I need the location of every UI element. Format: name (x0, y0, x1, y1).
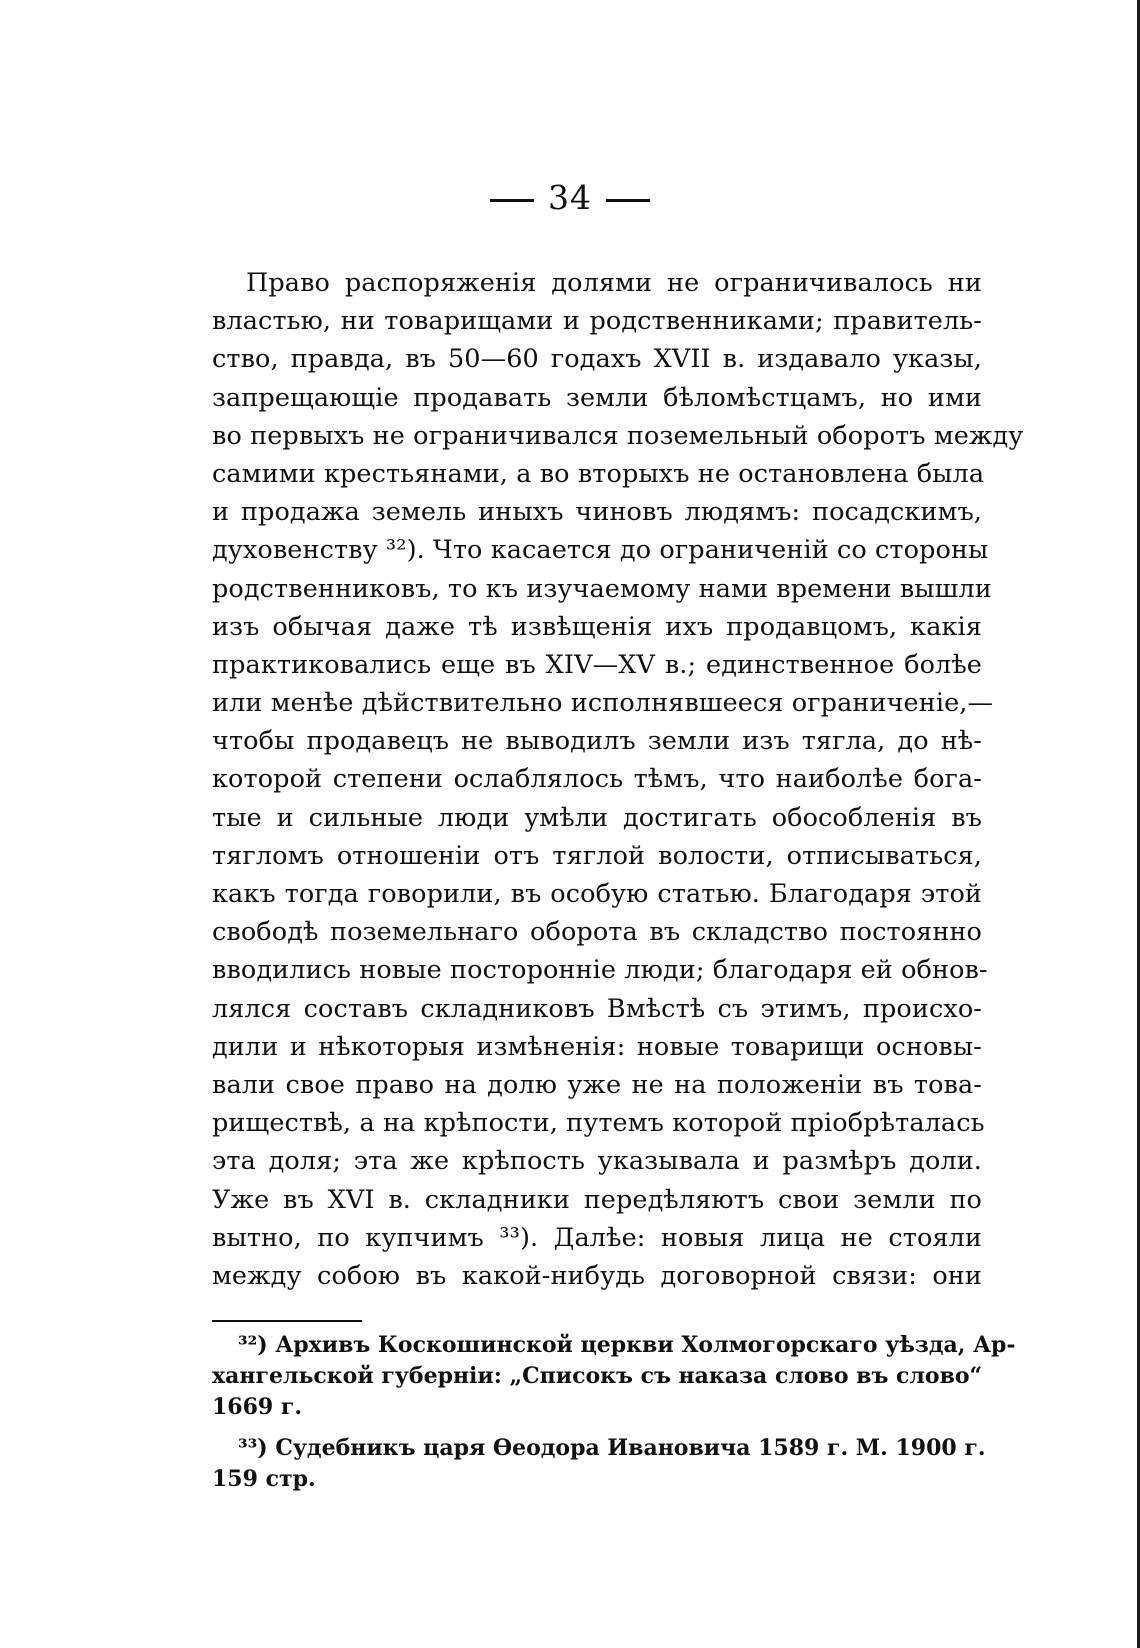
footnote-line: хангельской губерніи: „Списокъ съ наказа слово въ слово“ (212, 1363, 983, 1389)
text-line: тягломъ отношеніи отъ тяглой волости, отписываться, (212, 840, 982, 871)
main-text (212, 264, 1024, 1295)
text-line: родственниковъ, то къ изучаемому нами времени вышли (212, 573, 992, 604)
text-line: практиковались еще въ XIV—XV в.; единственное болѣе (212, 649, 982, 680)
text-line: какъ тогда говорили, въ особую статью. Благодаря этой (212, 879, 982, 909)
page-number-text: 34 (548, 178, 592, 217)
text-line: лялся составъ складниковъ Вмѣстѣ съ этимъ, происхо- (212, 993, 982, 1024)
text-line: которой степени ослаблялось тѣмъ, что наиболѣе бога- (212, 764, 982, 795)
footnote-line: ³³) Судебникъ царя Ѳеодора Ивановича 1589 г. М. 1900 г. (238, 1435, 986, 1461)
text-line: дили и нѣкоторыя измѣненія: новые товарищи основы- (212, 1031, 982, 1062)
text-line: изъ обычая даже тѣ извѣщенія ихъ продавцомъ, какія (212, 611, 982, 642)
text-line: во первыхъ не ограничивался поземельный оборотъ между (212, 420, 1024, 451)
footnote-gap (212, 1423, 982, 1433)
footnote-line: 159 стр. (212, 1466, 316, 1492)
text-line: запрещающіе продавать земли бѣломѣстцамъ, но ими (212, 382, 982, 413)
text-line: свободѣ поземельнаго оборота въ складство постоянно (212, 917, 982, 948)
text-line: вытно, по купчимъ ³³). Далѣе: новыя лица не стояли (212, 1222, 982, 1253)
footnotes (212, 1330, 1016, 1495)
dash-right (606, 199, 650, 202)
text-line: властью, ни товарищами и родственниками; правитель- (212, 306, 982, 337)
footnote-line: ³²) Архивъ Коскошинской церкви Холмогорскаго уѣзда, Ар- (238, 1332, 1016, 1358)
text-line: вали свое право на долю уже не на положеніи въ това- (212, 1069, 982, 1100)
text-line: тые и сильные люди умѣли достигать обособленія въ (212, 802, 982, 833)
text-line: эта доля; эта же крѣпость указывала и размѣръ доли. (212, 1146, 982, 1177)
text-line: ство, правда, въ 50—60 годахъ XVII в. издавало указы, (212, 344, 982, 375)
page-number (0, 178, 1140, 217)
footnote (212, 1330, 1016, 1423)
footnote-separator (212, 1320, 362, 1322)
text-line: самими крестьянами, а во вторыхъ не остановлена была (212, 458, 985, 489)
dash-left (490, 199, 534, 202)
text-line: Уже въ XVI в. складники передѣляютъ свои земли по (212, 1184, 982, 1215)
text-line: вводились новые посторонніе люди; благодаря ей обнов- (212, 955, 988, 986)
footnote (212, 1433, 986, 1495)
text-line: чтобы продавецъ не выводилъ земли изъ тягла, до нѣ- (212, 726, 982, 757)
footnote-line: 1669 г. (212, 1394, 303, 1420)
text-line: или менѣе дѣйствительно исполнявшееся ограниченіе,— (212, 688, 994, 719)
text-line: и продажа земель иныхъ чиновъ людямъ: посадскимъ, (212, 497, 982, 528)
text-line: духовенству ³²). Что касается до ограниченій со стороны (212, 535, 989, 566)
text-line: между собою въ какой-нибудь договорной связи: они (212, 1260, 982, 1291)
text-line: риществѣ, а на крѣпости, путемъ которой пріобрѣталась (212, 1108, 985, 1139)
text-line: Право распоряженія долями не ограничивалось ни (246, 268, 982, 298)
